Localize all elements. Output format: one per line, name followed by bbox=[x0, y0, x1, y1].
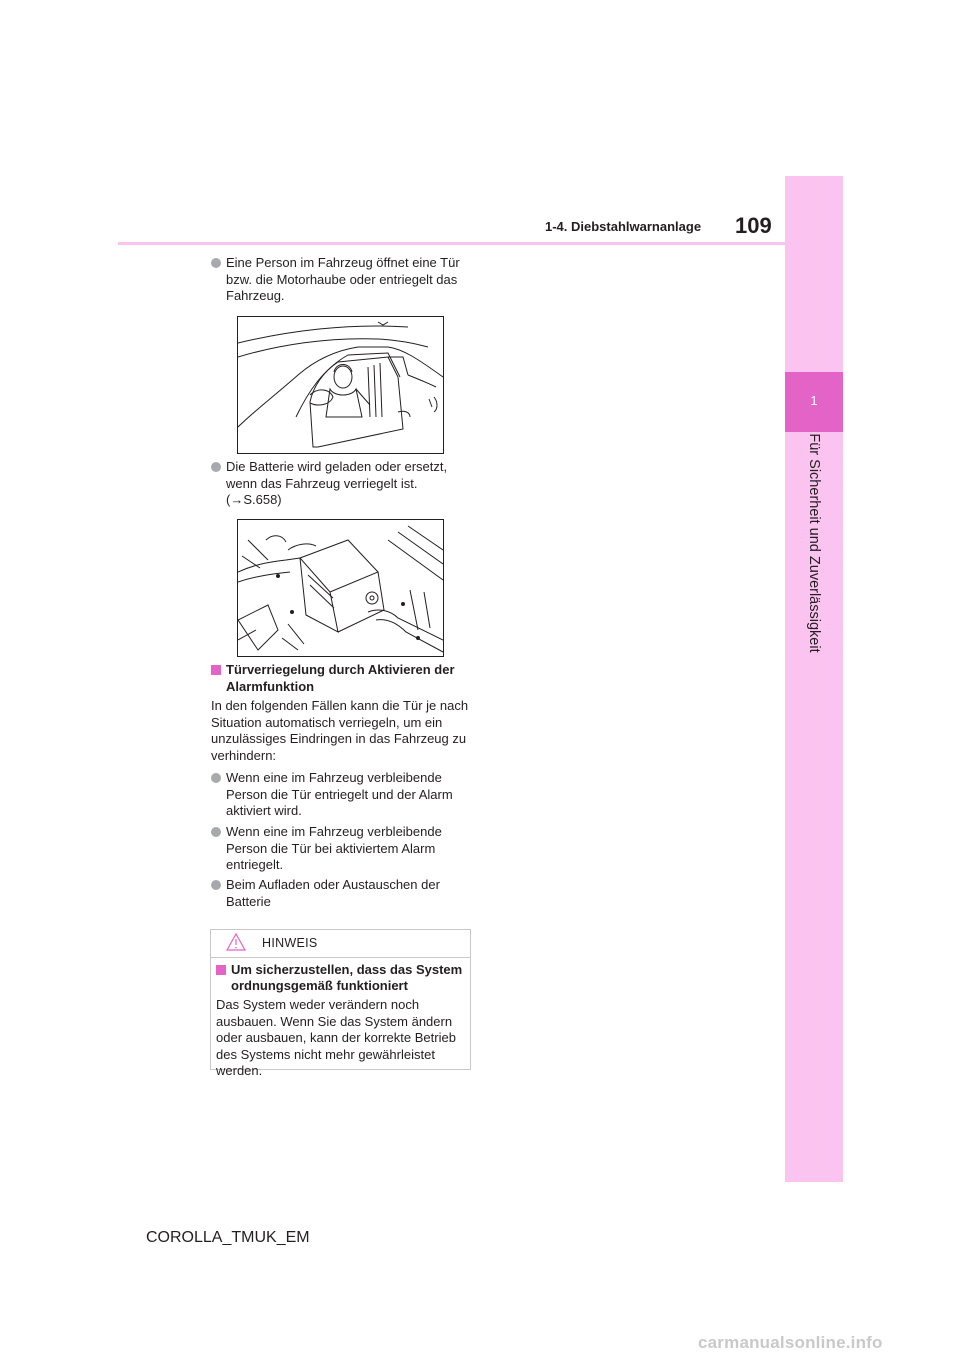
bullet-dot bbox=[211, 773, 221, 783]
page-number: 109 bbox=[735, 213, 772, 238]
header-divider bbox=[118, 242, 785, 245]
bullet-dot bbox=[211, 880, 221, 890]
watermark: carmanualsonline.info bbox=[698, 1333, 883, 1352]
subheading-auto-lock: Türverriegelung durch Aktivieren der Alarmfunktion bbox=[211, 662, 473, 695]
chapter-side-strip bbox=[785, 176, 843, 1182]
bullet-door-open: Eine Person im Fahrzeug öffnet eine Tür bzw. die Motorhaube oder entriegelt das Fahrzeug. bbox=[211, 255, 471, 305]
list-item: Wenn eine im Fahrzeug verbleibende Person die Tür entriegelt und der Alarm aktiviert wird. bbox=[211, 770, 471, 820]
square-marker-icon bbox=[211, 665, 221, 675]
illustration-person-in-car bbox=[237, 316, 444, 454]
chapter-title: Für Sicherheit und Zuverlässigkeit bbox=[806, 433, 822, 653]
footer-code: COROLLA_TMUK_EM bbox=[146, 1229, 310, 1246]
illustration-battery bbox=[237, 519, 444, 657]
bullet-battery: Die Batterie wird geladen oder ersetzt, wenn das Fahrzeug verriegelt ist. (→S.658) bbox=[211, 459, 471, 509]
battery-illustration bbox=[238, 520, 443, 656]
notice-label: HINWEIS bbox=[262, 936, 318, 950]
square-marker-icon bbox=[216, 965, 226, 975]
notice-body: Das System weder verändern noch ausbauen. Wenn Sie das System ändern oder ausbauen, kann der korrekte Betrieb des Systems nicht mehr gewährleistet werden. bbox=[216, 997, 456, 1078]
bullet-dot bbox=[211, 827, 221, 837]
car-door-illustration bbox=[238, 317, 443, 453]
section-title: 1-4. Diebstahlwarnanlage bbox=[545, 219, 702, 234]
chapter-number: 1 bbox=[810, 393, 818, 408]
notice-divider bbox=[210, 957, 470, 958]
list-item: Beim Aufladen oder Austauschen der Batterie bbox=[211, 877, 471, 910]
bullet-dot bbox=[211, 462, 221, 472]
page-reference: (→S.658) bbox=[226, 492, 282, 507]
bullet-dot bbox=[211, 258, 221, 268]
intro-paragraph: In den folgenden Fällen kann die Tür je nach Situation automatisch verriegeln, um ein unzulässiges Eindringen in das Fahrzeug zu verhindern: bbox=[211, 698, 469, 763]
warning-icon bbox=[225, 932, 247, 952]
notice-subheading: Um sicherzustellen, dass das System ordnungsgemäß funktioniert bbox=[216, 962, 466, 994]
list-item: Wenn eine im Fahrzeug verbleibende Person die Tür bei aktiviertem Alarm entriegelt. bbox=[211, 824, 471, 874]
